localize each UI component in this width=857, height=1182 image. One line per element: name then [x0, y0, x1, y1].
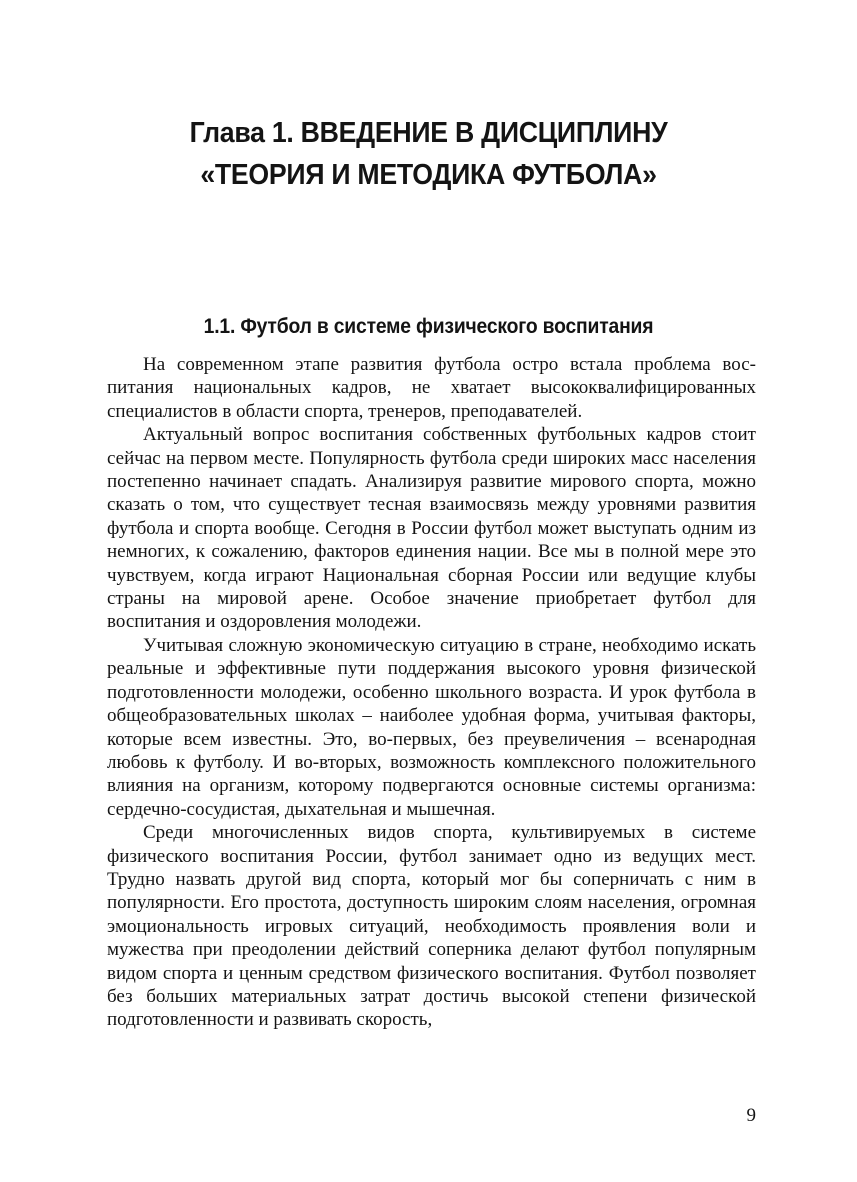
paragraph: Учитывая сложную экономическую ситуацию в стране, необходимо искать реальные и эффективные пути поддержания высокого уровня физической подготовленности молодежи, особенно школьного возраста. И урок футбола в общеобразовательных школах – наиболее удобная форма, учитывая факторы, которые всем известны. Это, во-первых, без преувеличения – всенародная любовь к футболу. И во-вторых, возможность комплексного положительного влияния на организм, которому подвергаются основные системы организма: сердечно-сосудистая, дыхательная и мышечная. [107, 634, 756, 820]
paragraph: Среди многочисленных видов спорта, культивируемых в системе физического воспитания России, футбол занимает одно из ведущих мест. Трудно назвать другой вид спорта, который мог бы соперничать с ним в популярности. Его простота, доступность широким слоям населения, огромная эмоциональность игровых ситуаций, необходимость проявления воли и мужества при преодолении действий соперника делают футбол популярным видом спорта и ценным средством физического воспитания. Футбол позволяет без больших материальных затрат достичь высокой степени физической подготовленности и развивать скорость, [107, 822, 756, 1031]
paragraph: Актуальный вопрос воспитания собственных футбольных кадров стоит сейчас на первом месте. Популярность футбола среди широких масс населения постепенно начинает спадать. Анализируя развитие мирового спорта, можно сказать о том, что существует тесная взаимосвязь между уровнями развития футбола и спорта вообще. Сегодня в России футбол может выступать одним из немногих, к сожалению, факторов единения нации. Все мы в полной мере это чувствуем, когда играют Национальная сборная России или ведущие клубы страны на мировой арене. Особое значение приобретает футбол для воспитания и оздоровления молодежи. [107, 424, 756, 633]
section-heading: 1.1. Футбол в системе физического воспитания [203, 315, 654, 338]
chapter-title [34, 112, 822, 196]
page-number: 9 [746, 1105, 756, 1126]
chapter-title-line-1: Глава 1. ВВЕДЕНИЕ В ДИСЦИПЛИНУ [189, 117, 668, 149]
chapter-title-line-2: «ТЕОРИЯ И МЕТОДИКА ФУТБОЛА» [200, 159, 657, 191]
body-text [107, 353, 756, 1032]
paragraph: На современном этапе развития футбола остро встала проблема воспитания национальных кадров, не хватает высококвалифицированных специалистов в области спорта, тренеров, преподавателей. [107, 354, 756, 422]
